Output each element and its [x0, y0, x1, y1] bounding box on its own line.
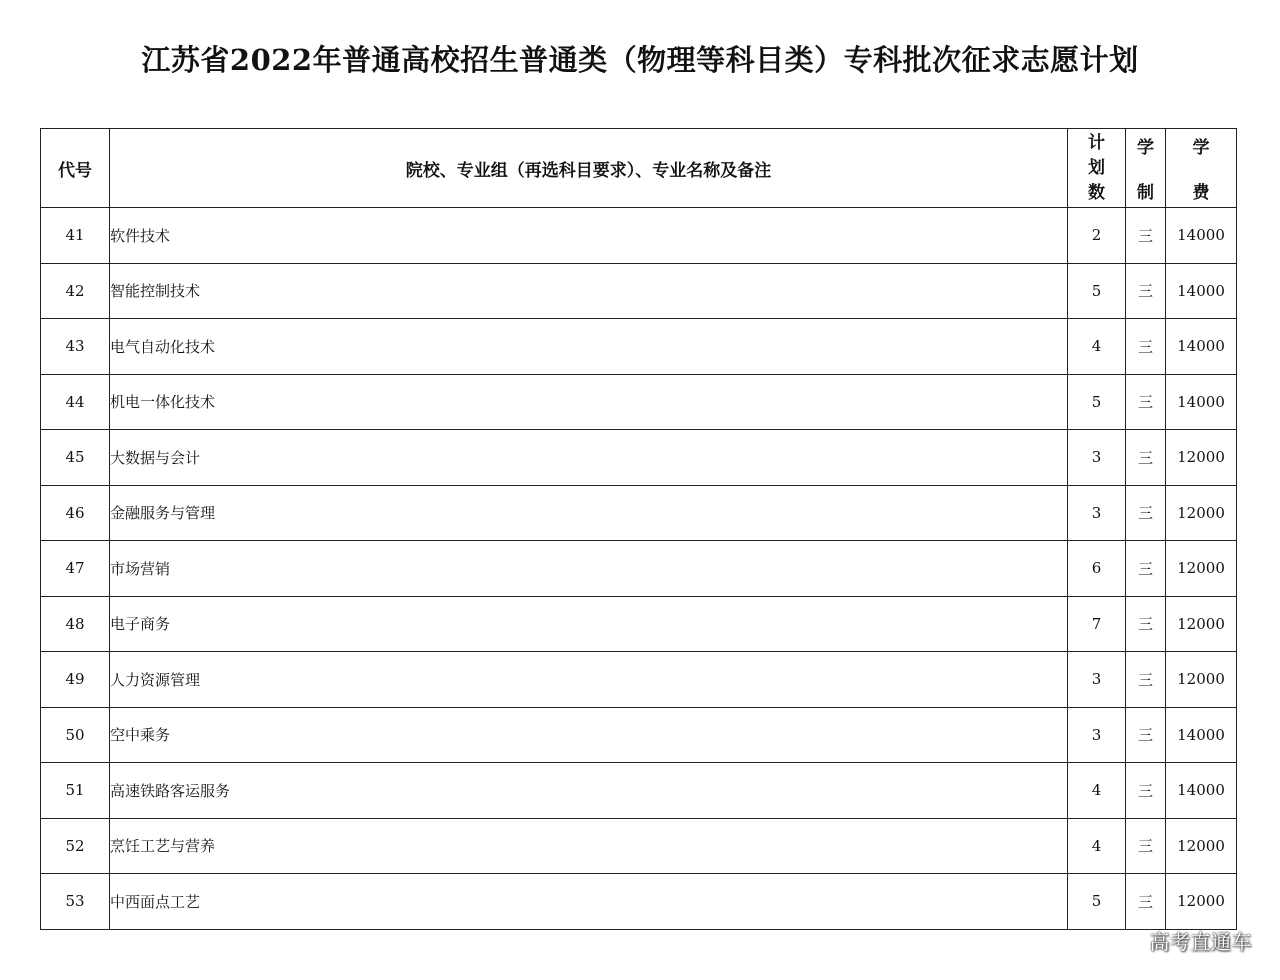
header-fee-char: 费 [1192, 183, 1210, 203]
row-code-cell: 52 [41, 818, 110, 874]
header-plan-count-char: 划 [1088, 157, 1105, 178]
row-fee-cell: 12000 [1166, 652, 1237, 708]
row-years-cell: 三 [1126, 485, 1166, 541]
header-code: 代号 [41, 129, 110, 208]
row-years-cell: 三 [1126, 652, 1166, 708]
row-fee-cell: 14000 [1166, 263, 1237, 319]
row-major-name-cell: 高速铁路客运服务 [110, 763, 1068, 819]
row-code-cell: 48 [41, 596, 110, 652]
row-fee-cell: 14000 [1166, 374, 1237, 430]
row-plan-count-cell: 4 [1068, 763, 1126, 819]
header-years [1126, 129, 1166, 208]
table-row [41, 596, 1237, 652]
row-years-cell: 三 [1126, 763, 1166, 819]
row-major-name-cell: 软件技术 [110, 208, 1068, 264]
row-code-cell: 50 [41, 707, 110, 763]
header-plan-count-char: 数 [1088, 182, 1105, 203]
row-code-cell: 53 [41, 874, 110, 930]
row-code-cell: 44 [41, 374, 110, 430]
row-plan-count-cell: 7 [1068, 596, 1126, 652]
table-row [41, 707, 1237, 763]
row-plan-count-cell: 5 [1068, 874, 1126, 930]
row-code-cell: 51 [41, 763, 110, 819]
row-years-cell: 三 [1126, 263, 1166, 319]
table-body [41, 208, 1237, 930]
row-plan-count-cell: 3 [1068, 707, 1126, 763]
row-fee-cell: 12000 [1166, 485, 1237, 541]
row-major-name-cell: 电子商务 [110, 596, 1068, 652]
row-code-cell: 47 [41, 541, 110, 597]
row-plan-count-cell: 3 [1068, 652, 1126, 708]
table-row [41, 263, 1237, 319]
row-plan-count-cell: 4 [1068, 319, 1126, 375]
row-major-name-cell: 机电一体化技术 [110, 374, 1068, 430]
row-plan-count-cell: 6 [1068, 541, 1126, 597]
row-fee-cell: 14000 [1166, 707, 1237, 763]
table-row [41, 485, 1237, 541]
table-row [41, 541, 1237, 597]
row-major-name-cell: 智能控制技术 [110, 263, 1068, 319]
table-row [41, 208, 1237, 264]
row-major-name-cell: 空中乘务 [110, 707, 1068, 763]
row-plan-count-cell: 4 [1068, 818, 1126, 874]
page-title: 江苏省2022年普通高校招生普通类（物理等科目类）专科批次征求志愿计划 [141, 43, 1139, 77]
row-years-cell: 三 [1126, 430, 1166, 486]
row-code-cell: 49 [41, 652, 110, 708]
row-major-name-cell: 金融服务与管理 [110, 485, 1068, 541]
header-years-char: 制 [1137, 183, 1154, 203]
row-major-name-cell: 大数据与会计 [110, 430, 1068, 486]
table-row [41, 874, 1237, 930]
row-plan-count-cell: 5 [1068, 263, 1126, 319]
row-years-cell: 三 [1126, 208, 1166, 264]
row-major-name-cell: 电气自动化技术 [110, 319, 1068, 375]
table-row [41, 374, 1237, 430]
header-years-char: 学 [1137, 138, 1154, 158]
row-plan-count-cell: 5 [1068, 374, 1126, 430]
row-fee-cell: 12000 [1166, 430, 1237, 486]
table-row [41, 652, 1237, 708]
row-fee-cell: 12000 [1166, 541, 1237, 597]
header-plan-count [1068, 129, 1126, 208]
row-fee-cell: 12000 [1166, 818, 1237, 874]
row-code-cell: 43 [41, 319, 110, 375]
table-header-row [41, 129, 1237, 208]
header-fee-char: 学 [1192, 138, 1210, 158]
row-fee-cell: 14000 [1166, 208, 1237, 264]
row-fee-cell: 14000 [1166, 319, 1237, 375]
row-years-cell: 三 [1126, 374, 1166, 430]
row-major-name-cell: 中西面点工艺 [110, 874, 1068, 930]
table-row [41, 763, 1237, 819]
header-plan-count-char: 计 [1088, 133, 1105, 153]
table-row [41, 818, 1237, 874]
row-years-cell: 三 [1126, 541, 1166, 597]
row-major-name-cell: 市场营销 [110, 541, 1068, 597]
header-fee [1166, 129, 1237, 208]
row-years-cell: 三 [1126, 707, 1166, 763]
row-code-cell: 41 [41, 208, 110, 264]
row-plan-count-cell: 3 [1068, 430, 1126, 486]
row-major-name-cell: 烹饪工艺与营养 [110, 818, 1068, 874]
row-years-cell: 三 [1126, 319, 1166, 375]
row-code-cell: 45 [41, 430, 110, 486]
row-fee-cell: 12000 [1166, 596, 1237, 652]
row-plan-count-cell: 2 [1068, 208, 1126, 264]
row-major-name-cell: 人力资源管理 [110, 652, 1068, 708]
row-fee-cell: 12000 [1166, 874, 1237, 930]
row-code-cell: 46 [41, 485, 110, 541]
row-years-cell: 三 [1126, 596, 1166, 652]
header-name: 院校、专业组（再选科目要求）、专业名称及备注 [110, 129, 1068, 208]
table-row [41, 319, 1237, 375]
row-plan-count-cell: 3 [1068, 485, 1126, 541]
watermark: 高考直通车 [1149, 930, 1252, 954]
row-code-cell: 42 [41, 263, 110, 319]
enrollment-plan-table [40, 128, 1237, 930]
row-years-cell: 三 [1126, 874, 1166, 930]
row-years-cell: 三 [1126, 818, 1166, 874]
table-row [41, 430, 1237, 486]
row-fee-cell: 14000 [1166, 763, 1237, 819]
